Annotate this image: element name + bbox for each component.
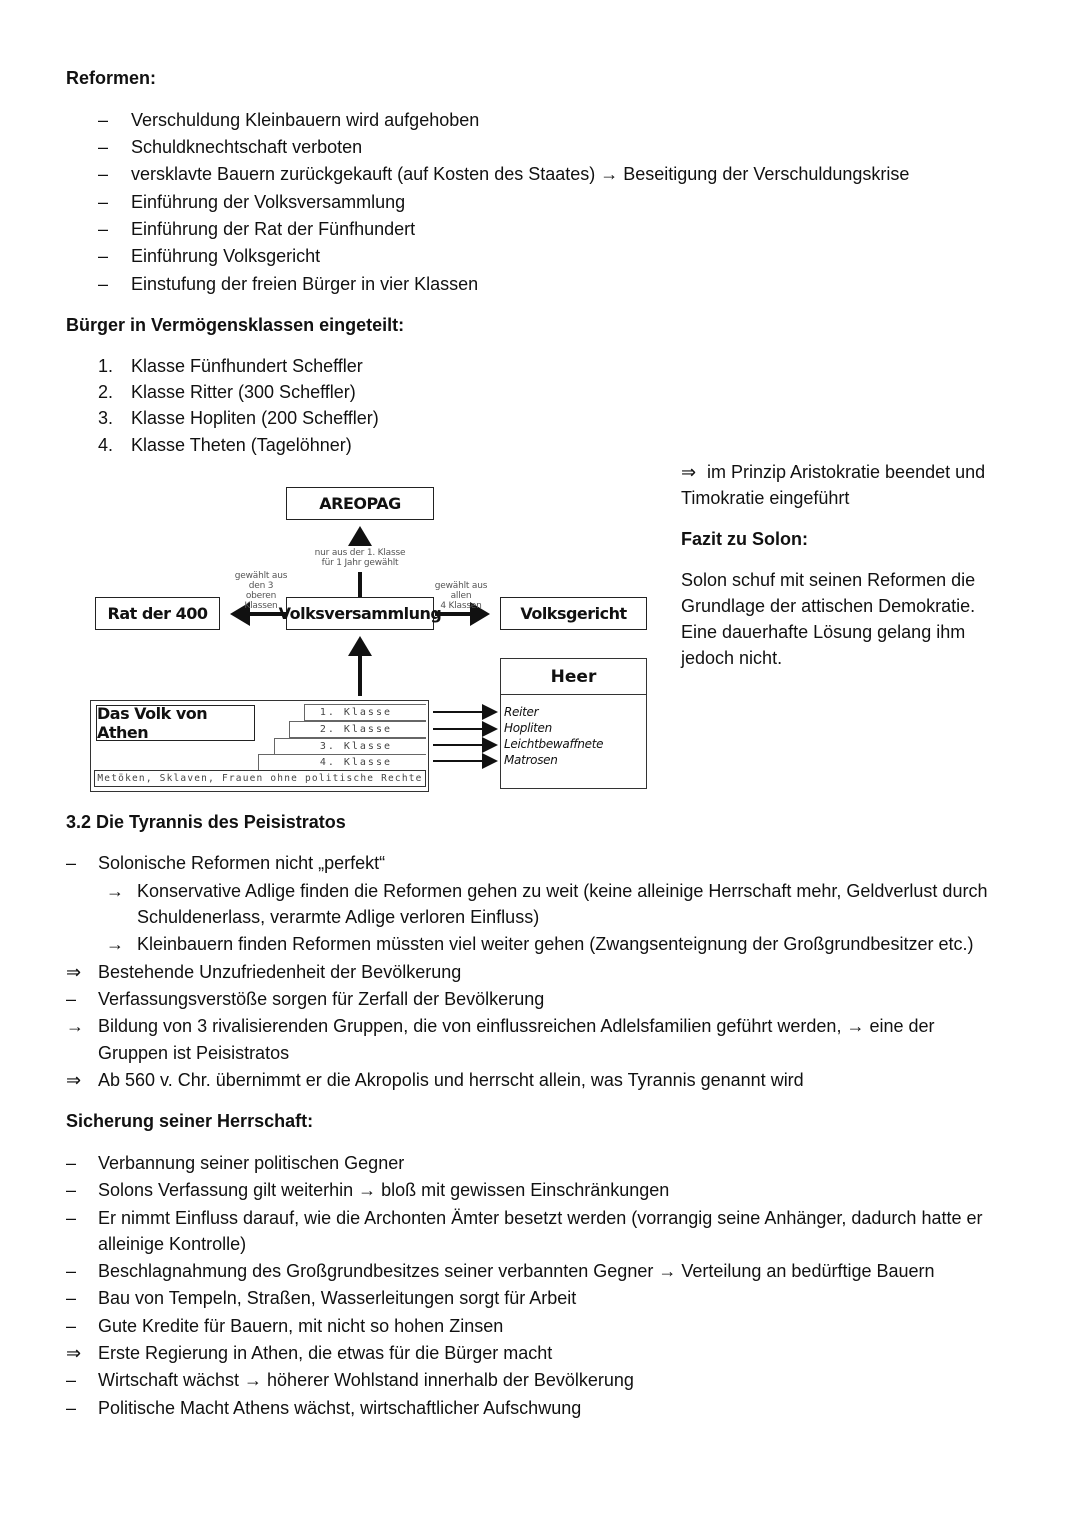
dash-bullet: – xyxy=(66,1208,77,1228)
double-arrow-icon: ⇒ xyxy=(66,1070,82,1090)
dash-bullet: – xyxy=(98,246,109,266)
list-item: Klasse Hopliten (200 Scheffler) xyxy=(131,408,379,428)
note-line: den 3 xyxy=(248,581,274,591)
sicherung-heading: Sicherung seiner Herrschaft: xyxy=(66,1111,314,1131)
conclusion-text: im Prinzip Aristokratie beendet und xyxy=(707,462,986,482)
volksgericht-box: Volksgericht xyxy=(500,597,647,630)
list-number: 1. xyxy=(98,356,114,376)
list-item: Erste Regierung in Athen, die etwas für die Bürger macht xyxy=(98,1343,553,1363)
note-line: 4 Klassen xyxy=(440,601,482,611)
arrow-icon: → xyxy=(106,934,124,954)
klasse-step-3: 3. Klasse xyxy=(274,738,426,755)
areopag-box: AREOPAG xyxy=(286,487,434,520)
dash-bullet: – xyxy=(66,853,77,873)
double-arrow-icon: ⇒ xyxy=(66,962,82,982)
list-item: Einführung Volksgericht xyxy=(131,246,321,266)
dash-bullet: – xyxy=(66,989,77,1009)
fazit-line: jedoch nicht. xyxy=(681,648,783,668)
volksversammlung-box: Volksversammlung xyxy=(286,597,434,630)
note-line: gewählt aus xyxy=(434,581,488,591)
list-number: 3. xyxy=(98,408,114,428)
arrow-icon: → xyxy=(66,1016,84,1036)
note-line: für 1 Jahr gewählt xyxy=(321,558,399,568)
note-line: oberen xyxy=(245,591,277,601)
fazit-line: Grundlage der attischen Demokratie. xyxy=(681,596,976,616)
fazit-line: Solon schuf mit seinen Reformen die xyxy=(681,570,976,590)
list-item-continuation: Schuldenerlass, verarmte Adlige verloren Einfluss) xyxy=(137,907,540,927)
note-line: nur aus der 1. Klasse xyxy=(314,548,406,558)
heer-item: Hopliten xyxy=(504,721,552,735)
heer-item: Reiter xyxy=(504,705,539,719)
heer-item: Matrosen xyxy=(504,753,558,767)
list-item: Klasse Ritter (300 Scheffler) xyxy=(131,382,356,402)
fazit-line: Eine dauerhafte Lösung gelang ihm xyxy=(681,622,966,642)
note-line: Klassen xyxy=(244,601,278,611)
dash-bullet: – xyxy=(66,1261,77,1281)
list-item: Einführung der Volksversammlung xyxy=(131,192,406,212)
klasse-step-1: 1. Klasse xyxy=(304,704,426,721)
list-item: Verschuldung Kleinbauern wird aufgehoben xyxy=(131,110,480,130)
list-item: Politische Macht Athens wächst, wirtschaftlicher Aufschwung xyxy=(98,1398,582,1418)
note-line: gewählt aus xyxy=(234,571,288,581)
list-number: 4. xyxy=(98,435,114,455)
list-item: Klasse Theten (Tagelöhner) xyxy=(131,435,352,455)
list-number: 2. xyxy=(98,382,114,402)
double-arrow-icon: ⇒ xyxy=(681,462,697,482)
klasse-step-2: 2. Klasse xyxy=(289,721,426,738)
list-item: Beschlagnahmung des Großgrundbesitzes seiner verbannten Gegner → Verteilung an bedürftige Bauern xyxy=(98,1261,935,1281)
klasse-step-4: 4. Klasse xyxy=(258,754,426,771)
list-item-continuation: alleinige Kontrolle) xyxy=(98,1234,247,1254)
areopag-note xyxy=(300,548,420,568)
dash-bullet: – xyxy=(66,1153,77,1173)
list-item: Solonische Reformen nicht „perfekt“ xyxy=(98,853,386,873)
double-arrow-icon: ⇒ xyxy=(66,1343,82,1363)
list-item: Kleinbauern finden Reformen müssten viel weiter gehen (Zwangsenteignung der Großgrundbesitzer etc.) xyxy=(137,934,974,954)
note-line: allen xyxy=(450,591,472,601)
list-item: Wirtschaft wächst → höherer Wohlstand innerhalb der Bevölkerung xyxy=(98,1370,634,1390)
volk-container xyxy=(90,700,429,792)
list-item: Konservative Adlige finden die Reformen gehen zu weit (keine alleinige Herrschaft mehr, Geldverlust durch xyxy=(137,881,988,901)
dash-bullet: – xyxy=(66,1398,77,1418)
reformen-heading: Reformen: xyxy=(66,68,157,88)
dash-bullet: – xyxy=(98,219,109,239)
list-item: Klasse Fünfhundert Scheffler xyxy=(131,356,363,376)
list-item: versklavte Bauern zurückgekauft (auf Kosten des Staates) → Beseitigung der Verschuldungskrise xyxy=(131,164,910,184)
list-item: Schuldknechtschaft verboten xyxy=(131,137,363,157)
dash-bullet: – xyxy=(98,164,109,184)
dash-bullet: – xyxy=(98,274,109,294)
dash-bullet: – xyxy=(98,192,109,212)
heer-box xyxy=(500,658,647,789)
list-item: Verfassungsverstöße sorgen für Zerfall der Bevölkerung xyxy=(98,989,545,1009)
volksgericht-note xyxy=(428,581,494,611)
heer-title: Heer xyxy=(501,659,646,695)
list-item: Bestehende Unzufriedenheit der Bevölkerung xyxy=(98,962,462,982)
list-item: Einführung der Rat der Fünfhundert xyxy=(131,219,416,239)
list-item: Bau von Tempeln, Straßen, Wasserleitungen sorgt für Arbeit xyxy=(98,1288,577,1308)
klassen-heading: Bürger in Vermögensklassen eingeteilt: xyxy=(66,315,405,335)
list-item-continuation: Gruppen ist Peisistratos xyxy=(98,1043,290,1063)
tyrannis-heading: 3.2 Die Tyrannis des Peisistratos xyxy=(66,812,346,832)
dash-bullet: – xyxy=(66,1316,77,1336)
heer-item: Leichtbewaffnete xyxy=(504,737,604,751)
list-item: Einstufung der freien Bürger in vier Klassen xyxy=(131,274,479,294)
dash-bullet: – xyxy=(98,110,109,130)
list-item: Ab 560 v. Chr. übernimmt er die Akropolis und herrscht allein, was Tyrannis genannt wird xyxy=(98,1070,804,1090)
list-item: Bildung von 3 rivalisierenden Gruppen, die von einflussreichen Adlelsfamilien geführt werden, → eine der xyxy=(98,1016,935,1036)
list-item: Gute Kredite für Bauern, mit nicht so hohen Zinsen xyxy=(98,1316,504,1336)
fazit-heading: Fazit zu Solon: xyxy=(681,529,808,549)
conclusion-text: Timokratie eingeführt xyxy=(681,488,850,508)
list-item: Er nimmt Einfluss darauf, wie die Archonten Ämter besetzt werden (vorrangig seine Anhänger, dadurch hatte er xyxy=(98,1208,983,1228)
dash-bullet: – xyxy=(98,137,109,157)
arrow-icon: → xyxy=(106,881,124,901)
volk-label-box: Das Volk von Athen xyxy=(96,705,255,741)
dash-bullet: – xyxy=(66,1370,77,1390)
list-item: Solons Verfassung gilt weiterhin → bloß mit gewissen Einschränkungen xyxy=(98,1180,670,1200)
ohne-rechte-box: Metöken, Sklaven, Frauen ohne politische Rechte xyxy=(94,770,426,787)
list-item: Verbannung seiner politischen Gegner xyxy=(98,1153,405,1173)
dash-bullet: – xyxy=(66,1180,77,1200)
rat-der-400-box: Rat der 400 xyxy=(95,597,220,630)
dash-bullet: – xyxy=(66,1288,77,1308)
